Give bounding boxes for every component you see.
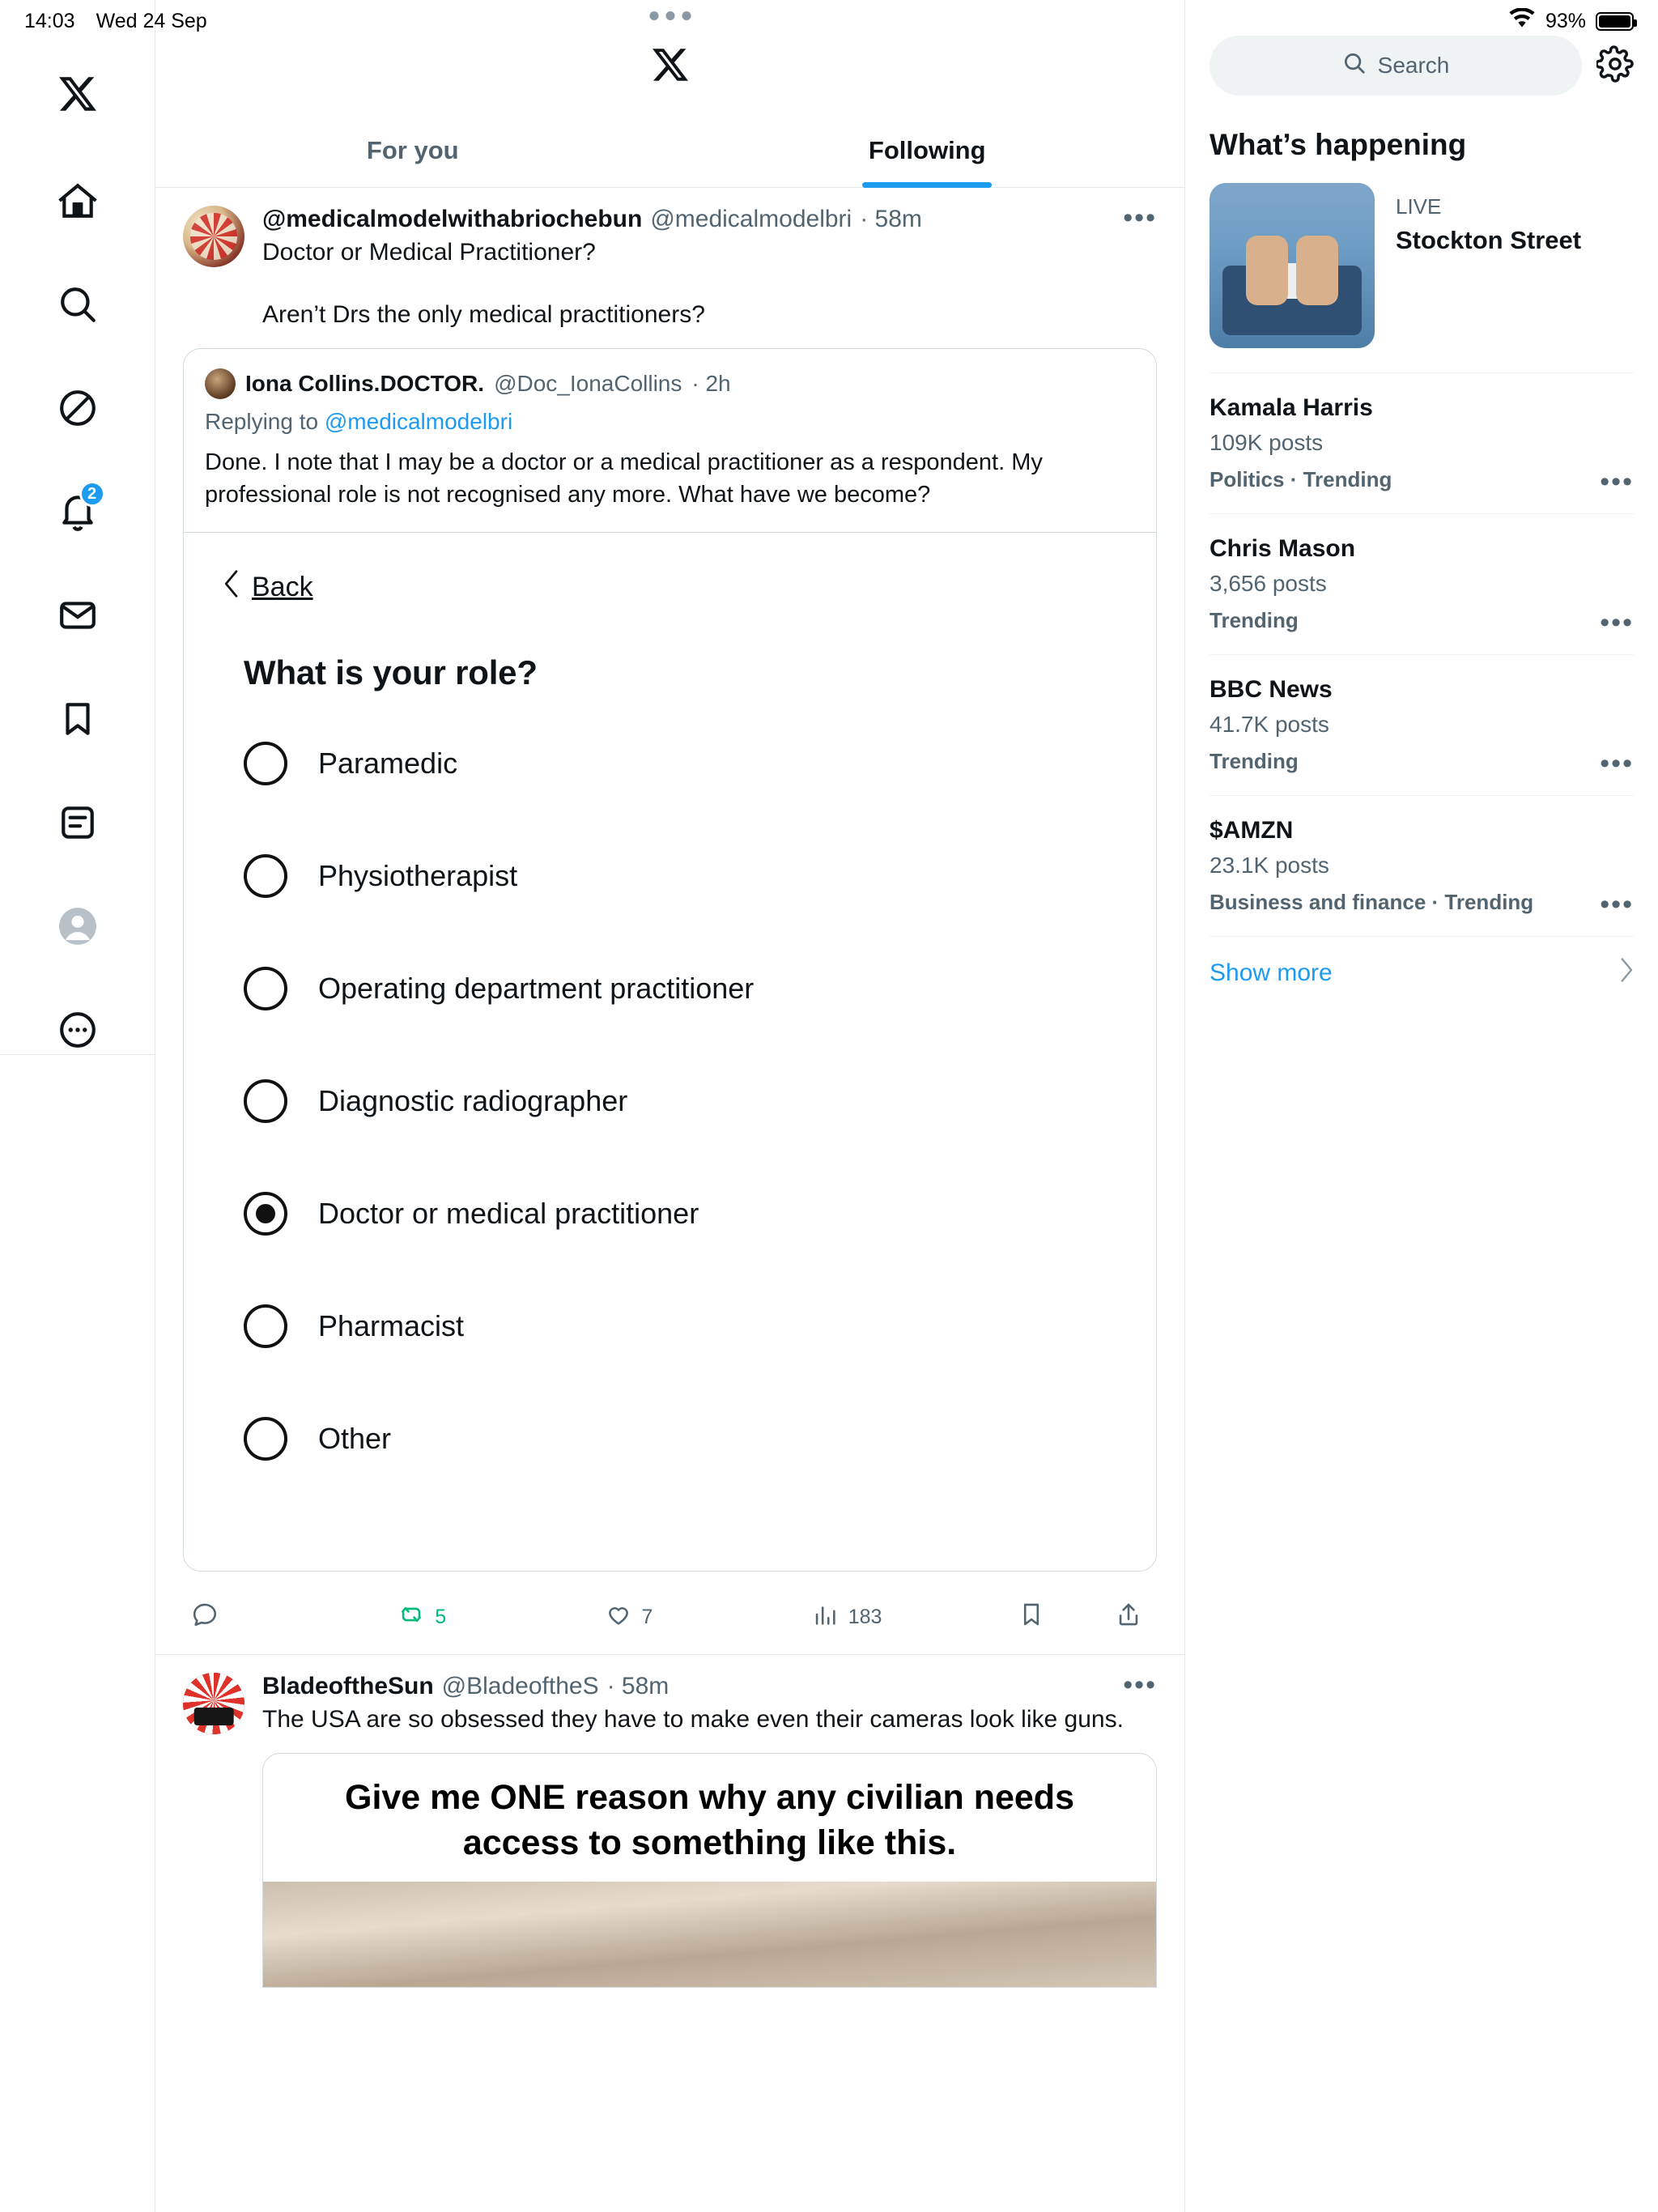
trend-item-4[interactable]	[1209, 795, 1634, 936]
show-more-label: Show more	[1209, 959, 1333, 986]
sidebar-item-more[interactable]	[39, 993, 117, 1070]
live-title: Stockton Street	[1396, 226, 1582, 254]
heart-icon	[605, 1601, 632, 1634]
tweet-more-icon[interactable]: •••	[1123, 202, 1157, 233]
survey-option-pharmacist[interactable]	[244, 1294, 1117, 1359]
replying-to-line	[205, 409, 1135, 435]
survey-option-label: Other	[318, 1422, 392, 1455]
home-icon	[57, 181, 98, 225]
tweet-text-line-1: Doctor or Medical Practitioner?	[262, 239, 596, 266]
survey-option-label: Pharmacist	[318, 1309, 465, 1342]
survey-option-physiotherapist[interactable]	[244, 844, 1117, 908]
live-thumbnail[interactable]	[1209, 183, 1375, 348]
more-icon	[57, 1010, 98, 1054]
avatar[interactable]	[183, 206, 244, 267]
search-placeholder: Search	[1377, 53, 1450, 78]
survey-option-doctor-or-medical-practitioner[interactable]	[244, 1181, 1117, 1246]
trend-more-icon[interactable]: •••	[1600, 748, 1634, 779]
tweet-post-2[interactable]	[155, 1655, 1184, 1988]
retweet-button[interactable]	[397, 1601, 604, 1634]
trend-post-count: 41.7K posts	[1209, 712, 1329, 737]
bookmark-icon	[57, 699, 98, 743]
radio-icon[interactable]	[244, 1079, 287, 1123]
grok-icon	[57, 388, 98, 432]
share-icon	[1115, 1601, 1142, 1634]
bookmark-button[interactable]	[1018, 1601, 1045, 1634]
trend-post-count: 109K posts	[1209, 430, 1324, 455]
reply-icon	[191, 1601, 219, 1634]
trend-name: Chris Mason	[1209, 535, 1356, 562]
author-handle[interactable]: @BladeoftheS	[441, 1673, 599, 1699]
sidebar-item-notifications[interactable]	[39, 474, 117, 552]
survey-option-paramedic[interactable]	[244, 731, 1117, 796]
status-time: 14:03	[24, 9, 75, 32]
tweet-post-1[interactable]	[155, 188, 1184, 1655]
chevron-left-icon	[223, 570, 240, 605]
reply-button[interactable]	[191, 1601, 397, 1634]
settings-button[interactable]	[1596, 45, 1634, 87]
survey-option-diagnostic-radiographer[interactable]	[244, 1069, 1117, 1134]
survey-back-button[interactable]	[223, 570, 1117, 605]
status-bar	[0, 0, 1658, 42]
gear-icon	[1596, 72, 1634, 86]
avatar[interactable]	[183, 1673, 244, 1734]
trend-more-icon[interactable]: •••	[1600, 466, 1634, 497]
trend-category: Trending	[1209, 608, 1299, 632]
sidebar-item-home[interactable]	[39, 164, 117, 241]
meme-caption: Give me ONE reason why any civilian needs access to something like this.	[345, 1778, 1074, 1862]
survey-option-label: Diagnostic radiographer	[318, 1084, 628, 1117]
author-handle[interactable]: @medicalmodelbri	[650, 206, 852, 232]
radio-icon-selected[interactable]	[244, 1192, 287, 1236]
tab-following[interactable]: Following	[670, 113, 1185, 188]
trend-category: Business and finance · Trending	[1209, 890, 1534, 914]
tweet-timestamp: · 58m	[860, 206, 922, 232]
live-card[interactable]	[1209, 183, 1634, 372]
trend-name: BBC News	[1209, 676, 1333, 703]
quoted-avatar[interactable]	[205, 368, 236, 399]
sidebar-item-lists[interactable]	[39, 785, 117, 863]
sidebar-item-explore[interactable]	[39, 267, 117, 345]
search-icon	[1342, 51, 1367, 81]
quoted-author-name[interactable]: Iona Collins.DOCTOR.	[245, 371, 485, 396]
trend-category: Politics · Trending	[1209, 467, 1392, 491]
radio-icon[interactable]	[244, 742, 287, 785]
trend-name: Kamala Harris	[1209, 394, 1373, 421]
radio-icon[interactable]	[244, 967, 287, 1010]
trend-more-icon[interactable]: •••	[1600, 889, 1634, 920]
meme-photo[interactable]	[263, 1882, 1156, 1987]
sidebar-item-grok[interactable]	[39, 371, 117, 449]
survey-option-label: Paramedic	[318, 747, 458, 780]
chevron-right-icon	[1619, 958, 1634, 988]
replying-to-prefix: Replying to	[205, 409, 325, 434]
retweet-count: 5	[435, 1605, 447, 1628]
views-button[interactable]	[811, 1601, 1018, 1634]
sidebar-item-messages[interactable]	[39, 578, 117, 656]
survey-option-label: Operating department practitioner	[318, 972, 755, 1005]
wifi-icon	[1508, 8, 1536, 35]
quoted-tweet-card[interactable]	[183, 348, 1157, 1572]
survey-option-label: Doctor or medical practitioner	[318, 1197, 699, 1230]
trend-name: $AMZN	[1209, 817, 1294, 844]
radio-icon[interactable]	[244, 854, 287, 898]
x-logo-icon[interactable]	[39, 55, 117, 133]
retweet-icon	[397, 1601, 425, 1634]
search-icon	[57, 284, 98, 329]
analytics-icon	[811, 1601, 839, 1634]
tweet-text-line-2: Aren’t Drs the only medical practitioners?	[262, 301, 705, 328]
survey-back-label: Back	[252, 572, 313, 602]
author-name[interactable]: @medicalmodelwithabriochebun	[262, 206, 643, 232]
tweet-header	[262, 202, 1157, 233]
radio-icon[interactable]	[244, 1417, 287, 1461]
survey-options	[223, 731, 1117, 1471]
left-nav-rail	[0, 0, 155, 2212]
notifications-badge: 2	[79, 481, 105, 507]
tweet-text: The USA are so obsessed they have to make even their cameras look like guns.	[262, 1706, 1124, 1733]
tweet-text	[262, 236, 1157, 330]
replying-to-handle[interactable]: @medicalmodelbri	[324, 409, 513, 434]
survey-option-label: Physiotherapist	[318, 859, 518, 892]
embedded-survey-card	[184, 532, 1156, 1571]
survey-option-operating-department-practitioner[interactable]	[244, 956, 1117, 1021]
whats-happening-title: What’s happening	[1209, 128, 1467, 161]
survey-option-other[interactable]	[244, 1406, 1117, 1471]
center-column	[155, 0, 1185, 2212]
status-bar-left	[24, 10, 207, 33]
trend-item-3[interactable]	[1209, 654, 1634, 795]
battery-percent: 93%	[1545, 9, 1586, 32]
radio-icon[interactable]	[244, 1304, 287, 1348]
tweet-more-icon[interactable]: •••	[1123, 1670, 1157, 1700]
list-icon	[57, 802, 98, 847]
battery-icon	[1596, 12, 1634, 31]
share-button[interactable]	[1115, 1601, 1142, 1634]
survey-question: What is your role?	[244, 653, 538, 691]
quoted-author-handle[interactable]: @Doc_IonaCollins	[494, 371, 682, 396]
bookmark-icon	[1018, 1601, 1045, 1634]
status-bar-right	[1508, 8, 1634, 35]
status-date: Wed 24 Sep	[96, 9, 207, 32]
right-sidebar	[1185, 0, 1658, 2212]
views-count: 183	[848, 1605, 882, 1628]
trend-item-1[interactable]	[1209, 372, 1634, 513]
quoted-timestamp: · 2h	[691, 371, 731, 396]
tweet-image-card[interactable]	[262, 1753, 1157, 1988]
sidebar-item-bookmarks[interactable]	[39, 682, 117, 759]
quoted-tweet-header	[205, 368, 1135, 399]
author-name[interactable]: BladeoftheSun	[262, 1673, 434, 1699]
tweet-action-bar	[183, 1580, 1157, 1654]
timeline-tabs	[155, 113, 1184, 188]
quoted-tweet-text: Done. I note that I may be a doctor or a medical practitioner as a respondent. My professional role is not recognised any more. What have we become?	[205, 449, 1043, 508]
tab-for-you[interactable]: For you	[366, 136, 459, 164]
trend-category: Trending	[1209, 749, 1299, 773]
trend-post-count: 23.1K posts	[1209, 853, 1329, 878]
live-badge: LIVE	[1396, 194, 1442, 219]
trend-post-count: 3,656 posts	[1209, 571, 1327, 596]
show-more-button[interactable]	[1209, 936, 1634, 1009]
search-input[interactable]	[1209, 36, 1582, 96]
trend-more-icon[interactable]: •••	[1600, 607, 1634, 638]
like-button[interactable]	[605, 1601, 811, 1634]
tweet-header	[262, 1670, 1157, 1700]
like-count: 7	[641, 1605, 653, 1628]
header-x-logo-icon	[653, 47, 688, 87]
search-row	[1209, 36, 1634, 96]
trend-item-2[interactable]	[1209, 513, 1634, 654]
mail-icon	[57, 595, 98, 640]
sidebar-item-profile[interactable]	[39, 889, 117, 967]
profile-icon	[57, 906, 98, 951]
tweet-timestamp: · 58m	[606, 1673, 670, 1699]
